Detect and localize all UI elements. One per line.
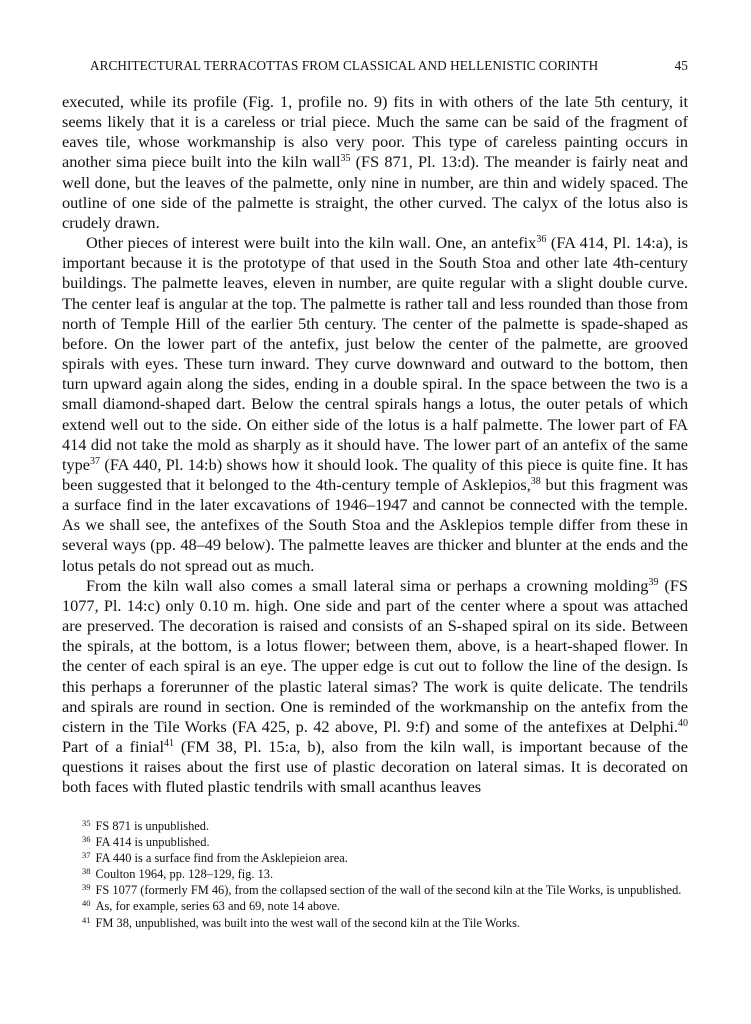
footnote-text: FA 440 is a surface find from the Asklepieion area. bbox=[95, 851, 348, 866]
footnote-number: 41 bbox=[82, 914, 91, 925]
paragraph-2 bbox=[62, 233, 688, 576]
text-run: Part of a finial bbox=[62, 737, 164, 756]
footnote bbox=[62, 882, 688, 898]
footnote-ref: 41 bbox=[163, 738, 174, 749]
footnote-number: 40 bbox=[82, 898, 91, 909]
footnote-ref: 37 bbox=[90, 455, 101, 467]
footnote-ref: 38 bbox=[530, 475, 541, 487]
footnote-text: FS 1077 (formerly FM 46), from the collapsed section of the wall of the second kiln at the Tile Works, is unpublished. bbox=[95, 883, 682, 898]
footnote-number: 37 bbox=[82, 850, 91, 861]
page-number: 45 bbox=[674, 58, 688, 73]
text-run: (FS 871, Pl. 13:d). The meander is fairly neat and well done, but the leaves of the palmette, only nine in number, are thin and widely spaced. The outline of one side of the palmette is straight, the other curved. The calyx of the lotus also is crudely drawn. bbox=[62, 152, 688, 232]
footnote-text: As, for example, series 63 and 69, note 14 above. bbox=[95, 899, 341, 914]
text-run: but this fragment was a surface find in the later excavations of 1946–1947 and cannot be connected with the temple. As we shall see, the antefixes of the South Stoa and the Asklepios temple differ from these in several ways (pp. 48–49 below). The palmette leaves are thicker and blunter at the ends and the lotus petals do not spread out as much. bbox=[62, 474, 688, 575]
footnote-number: 38 bbox=[82, 866, 91, 877]
footnote bbox=[62, 834, 688, 850]
text-run: (FM 38, Pl. 15:a, b), also from the kiln wall, is important because of the questions it raises about the first use of plastic decoration on lateral simas. It is decorated on both faces with fluted plastic tendrils with small acanthus leaves bbox=[62, 737, 689, 797]
paragraph-3 bbox=[62, 576, 688, 798]
text-run: executed, while its profile (Fig. 1, profile no. 9) fits in with others of the late 5th century, it seems likely that it is a careless or trial piece. Much the same can be said of the fragment of eaves tile, whose workmanship is also very poor. This type of careless painting occurs in another sima piece built into the kiln wall bbox=[62, 92, 688, 172]
footnote-number: 35 bbox=[82, 818, 91, 828]
body-text bbox=[62, 92, 688, 797]
paragraph-1 bbox=[62, 92, 688, 233]
text-run: (FA 440, Pl. 14:b) shows how it should look. The quality of this piece is quite fine. It has been suggested that it belonged to the 4th-century temple of Asklepios, bbox=[62, 454, 688, 494]
footnote-text: Coulton 1964, pp. 128–129, fig. 13. bbox=[95, 867, 274, 882]
footnote-text: FS 871 is unpublished. bbox=[95, 819, 210, 833]
footnote-text: FA 414 is unpublished. bbox=[95, 835, 210, 850]
footnote-text: FM 38, unpublished, was built into the west wall of the second kiln at the Tile Works. bbox=[95, 915, 521, 930]
footnotes bbox=[62, 818, 688, 931]
text-run: (FA 414, Pl. 14:a), is important because it is the prototype of that used in the South Stoa and other late 4th-century buildings. The palmette leaves, eleven in number, are quite regular with a slight double curve. The center leaf is angular at the top. The palmette is rather tall and less rounded than those from north of Temple Hill of the earlier 5th century. The center of the palmette is spade-shaped as before. On the lower part of the antefix, just below the center of the palmette, are grooved spirals with eyes. These turn inward. They curve downward and outward to the bottom, then turn upward again along the sides, ending in a double spiral. In the space between the two is a small diamond-shaped dart. Below the central spirals hangs a lotus, the outer petals of which extend well out to the side. On either side of the lotus is a half palmette. The lower part of FA 414 did not take the mold as sharply as it should have. The lower part of an antefix of the same type bbox=[62, 233, 688, 474]
text-run: Other pieces of interest were built into the kiln wall. One, an antefix bbox=[86, 233, 537, 253]
footnote-ref: 35 bbox=[340, 153, 351, 165]
footnote bbox=[62, 850, 688, 866]
footnote bbox=[62, 818, 688, 834]
running-title: ARCHITECTURAL TERRACOTTAS FROM CLASSICAL AND HELLENISTIC CORINTH bbox=[90, 58, 599, 73]
text-run: From the kiln wall also comes a small lateral sima or perhaps a crowning molding bbox=[86, 575, 649, 595]
footnote bbox=[62, 915, 688, 931]
footnote-ref: 40 bbox=[678, 717, 688, 729]
footnote bbox=[62, 898, 688, 914]
footnote-number: 39 bbox=[82, 882, 91, 893]
text-run: (FS 1077, Pl. 14:c) only 0.10 m. high. One side and part of the center where a spout was attached are preserved. The decoration is raised and consists of an S-shaped spiral on its side. Between the spirals, at the bottom, is a lotus flower; between them, above, is a heart-shaped flower. In the center of each spiral is an eye. The upper edge is cut out to follow the line of the design. Is this perhaps a forerunner of the plastic lateral simas? The work is quite delicate. The tendrils and spirals are round in section. One is reminded of the workmanship on the antefix from the cistern in the Tile Works (FA 425, p. 42 above, Pl. 9:f) and some of the antefixes at Delphi. bbox=[62, 575, 688, 736]
footnote-ref: 39 bbox=[648, 576, 659, 588]
footnote-number: 36 bbox=[82, 834, 91, 845]
footnote bbox=[62, 866, 688, 882]
footnote-ref: 36 bbox=[536, 234, 547, 246]
